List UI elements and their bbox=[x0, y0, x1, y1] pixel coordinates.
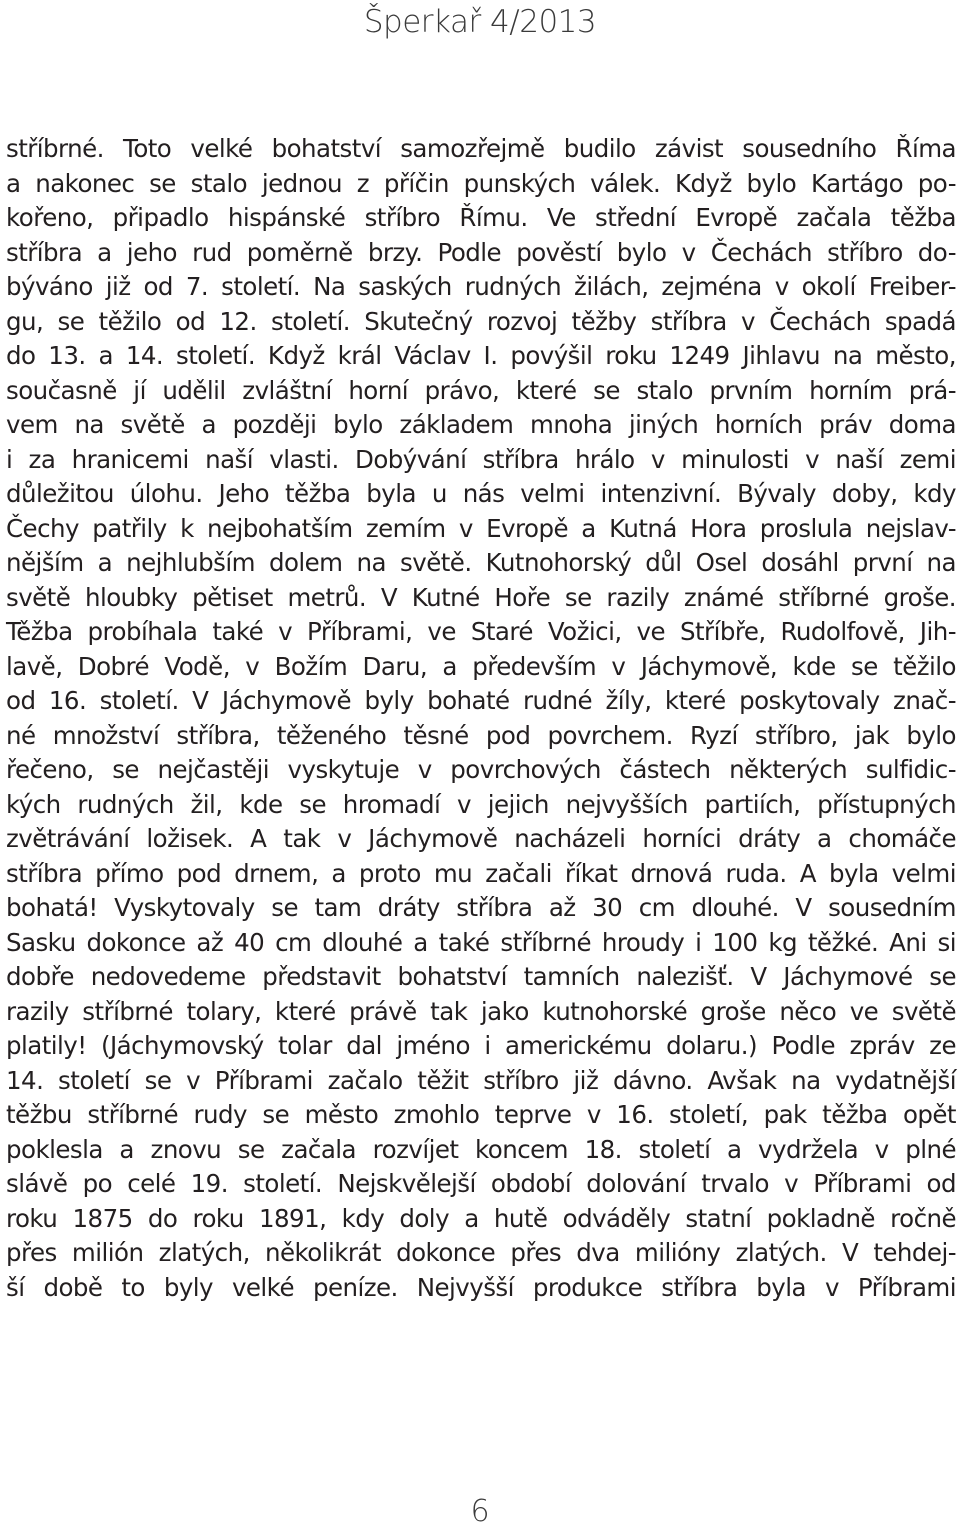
text-line: slávě po celé 19. století. Nejskvělejší období dolování trvalo v Příbrami od bbox=[6, 1169, 956, 1198]
text-line: dobře nedovedeme představit bohatství tamních nalezišť. V Jáchymové se bbox=[6, 962, 956, 991]
text-line: i za hranicemi naší vlasti. Dobývání stříbra hrálo v minulosti v naší zemi bbox=[6, 444, 956, 474]
text-line: přes milión zlatých, několikrát dokonce přes dva milióny zlatých. V tehdej- bbox=[6, 1238, 956, 1267]
text-line: stříbra přímo pod drnem, a proto mu začali říkat drnová ruda. A byla velmi bbox=[6, 858, 956, 888]
text-line: razily stříbrné tolary, které právě tak jako kutnohorské groše něco ve světě bbox=[6, 996, 956, 1026]
text-line: důležitou úlohu. Jeho těžba byla u nás velmi intenzivní. Bývaly doby, kdy bbox=[6, 479, 956, 508]
text-line: současně jí udělil zvláštní horní právo, které se stalo prvním horním prá- bbox=[6, 375, 956, 405]
text-line: ší době to byly velké peníze. Nejvyšší produkce stříbra byla v Příbrami bbox=[6, 1272, 956, 1302]
text-line: světě hloubky pětiset metrů. V Kutné Hoře se razily známé stříbrné groše. bbox=[6, 582, 956, 612]
article-body bbox=[6, 132, 956, 1305]
text-line: Čechy patřily k nejbohatším zemím v Evropě a Kutná Hora proslula nejslav- bbox=[6, 513, 956, 543]
text-line: nějším a nejhlubším dolem na světě. Kutnohorský důl Osel dosáhl první na bbox=[6, 548, 956, 577]
text-line: vem na světě a později bylo základem mnoha jiných horních práv doma bbox=[6, 410, 956, 439]
text-line: platily! (Jáchymovský tolar dal jméno i americkému dolaru.) Podle zpráv ze bbox=[6, 1031, 956, 1060]
text-line: stříbra a jeho rud poměrně brzy. Podle pověstí bylo v Čechách stříbro do- bbox=[6, 237, 956, 267]
text-line: gu, se těžilo od 12. století. Skutečný rozvoj těžby stříbra v Čechách spadá bbox=[6, 306, 956, 336]
text-line: roku 1875 do roku 1891, kdy doly a hutě odváděly statní pokladně ročně bbox=[6, 1203, 956, 1233]
text-line: poklesla a znovu se začala rozvíjet koncem 18. století a vydržela v plné bbox=[6, 1134, 956, 1164]
text-line: býváno již od 7. století. Na saských rudných žilách, zejména v okolí Freiber- bbox=[6, 272, 956, 301]
text-line: bohatá! Vyskytovaly se tam dráty stříbra až 30 cm dlouhé. V sousedním bbox=[6, 893, 956, 922]
text-line: těžbu stříbrné rudy se město zmohlo teprve v 16. století, pak těžba opět bbox=[6, 1100, 956, 1129]
text-line: do 13. a 14. století. Když král Václav I. povýšil roku 1249 Jihlavu na město, bbox=[6, 341, 956, 370]
text-line: od 16. století. V Jáchymově byly bohaté rudné žíly, které poskytovaly znač- bbox=[6, 686, 956, 715]
text-line: kořeno, připadlo hispánské stříbro Římu. Ve střední Evropě začala těžba bbox=[6, 203, 956, 232]
text-line: kých rudných žil, kde se hromadí v jejich nejvyšších partiích, přístupných bbox=[6, 789, 956, 819]
page-number: 6 bbox=[470, 1494, 490, 1529]
text-line: zvětrávání ložisek. A tak v Jáchymově nacházeli horníci dráty a chomáče bbox=[6, 824, 956, 853]
text-line: a nakonec se stalo jednou z příčin punských válek. Když bylo Kartágo po- bbox=[6, 168, 956, 198]
text-line: Těžba probíhala také v Příbrami, ve Staré Vožici, ve Stříbře, Rudolfově, Jih- bbox=[6, 617, 956, 646]
page-header-title: Šperkař 4/2013 bbox=[363, 4, 597, 40]
text-line: né množství stříbra, těženého těsné pod povrchem. Ryzí stříbro, jak bylo bbox=[6, 720, 956, 750]
text-line: lavě, Dobré Vodě, v Božím Daru, a především v Jáchymově, kde se těžilo bbox=[6, 651, 956, 681]
text-line: řečeno, se nejčastěji vyskytuje v povrchových částech některých sulfidic- bbox=[6, 755, 956, 784]
text-line: Sasku dokonce až 40 cm dlouhé a také stříbrné hroudy i 100 kg těžké. Ani si bbox=[6, 927, 956, 957]
text-line: 14. století se v Příbrami začalo těžit stříbro již dávno. Avšak na vydatnější bbox=[6, 1065, 956, 1095]
text-line: stříbrné. Toto velké bohatství samozřejmě budilo závist sousedního Říma bbox=[6, 134, 956, 163]
